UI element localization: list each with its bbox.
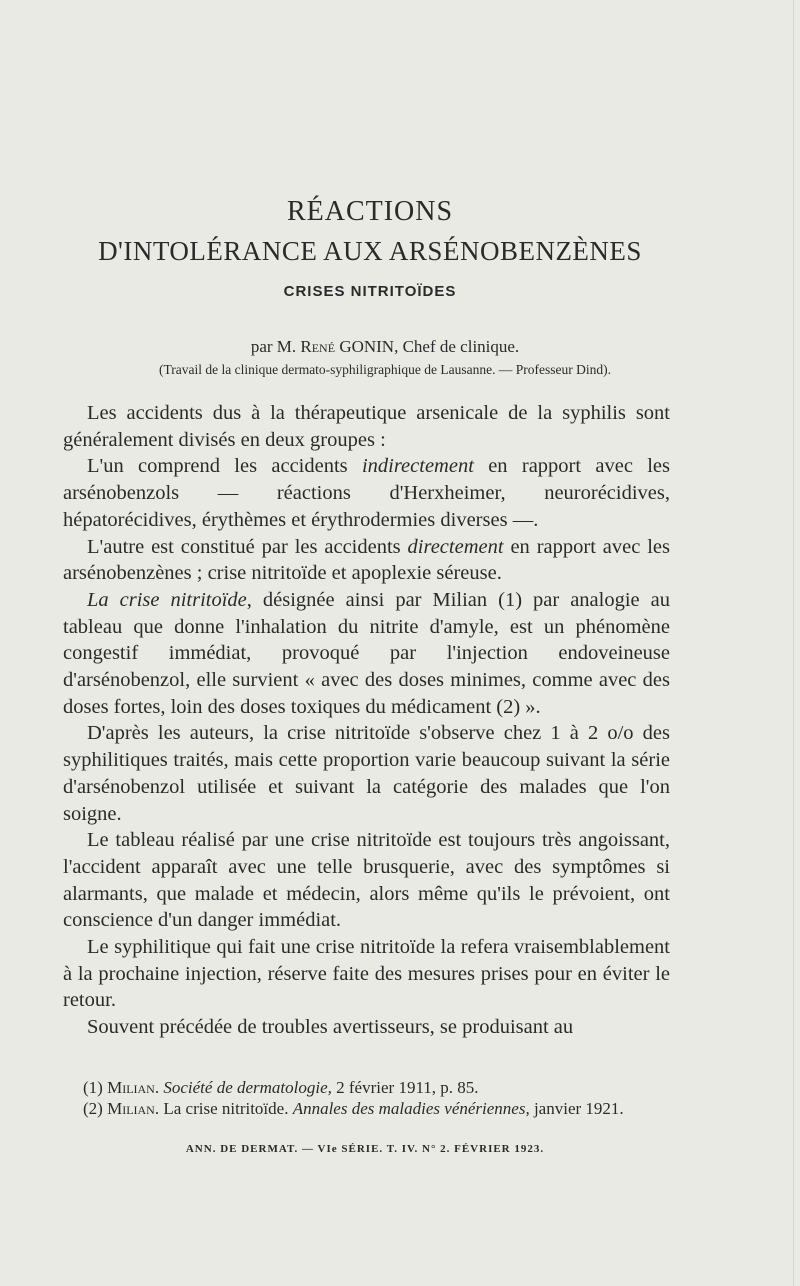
paragraph-4-text: , désignée ainsi par Milian (1) par analogie au tableau que donne l'inhalation du nitrite d'amyle, est un phénomène congestif immédiat, provoqué par l'injection endoveineuse d'arsénobenzol, elle survient « avec des doses minimes, comme avec des doses fortes, loin des doses toxiques du médicament (2) ». (63, 588, 670, 718)
footnotes (63, 1077, 670, 1119)
page-edge-line (793, 0, 794, 1286)
footnote-1-author: Milian (107, 1078, 155, 1097)
footnote-2-author: Milian (107, 1099, 155, 1118)
footnote-2 (63, 1098, 670, 1119)
paragraph-5: D'après les auteurs, la crise nitritoïde s'observe chez 1 à 2 o/o des syphilitiques traités, mais cette proportion varie beaucoup suivant la série d'arsénobenzol utilisée et suivant la catégorie des malades que l'on soigne. (63, 722, 670, 825)
title-line-2: D'INTOLÉRANCE AUX ARSÉNOBENZÈNES (98, 236, 642, 266)
footnote-1-title: Société de dermatologie, (163, 1078, 332, 1097)
paragraph-3 (63, 534, 670, 587)
author-prefix: par M. (250, 337, 297, 356)
footnote-1 (63, 1077, 670, 1098)
affiliation: (Travail de la clinique dermato-syphiligraphique de Lausanne. — Professeur Dind). (158, 362, 611, 377)
paragraph-2-emphasis: indirectement (361, 455, 474, 478)
footnote-1-rest: 2 février 1911, p. 85. (331, 1078, 479, 1097)
paragraph-2 (63, 453, 670, 533)
paragraph-4 (63, 587, 670, 721)
paragraph-7: Le syphilitique qui fait une crise nitritoïde la refera vraisemblablement à la prochaine injection, réserve faite des mesures prises pour en éviter le retour. (63, 936, 670, 1012)
paragraph-2-text-c: en rapport avec les arsénobenzols — réactions d'Herxheimer, neurorécidives, hépatorécidives, érythèmes et érythrodermies diverses —. (63, 455, 670, 531)
footnote-2-rest: janvier 1921. (529, 1099, 624, 1118)
paragraph-8: Souvent précédée de troubles avertisseurs, se produisant au (87, 1016, 574, 1039)
author-first-name: René (300, 337, 336, 356)
footnote-2-number: (2) (83, 1099, 108, 1118)
body-text (63, 400, 670, 1041)
title-line-1: RÉACTIONS (286, 196, 454, 227)
paragraph-6: Le tableau réalisé par une crise nitritoïde est toujours très angoissant, l'accident apparaît avec une telle brusquerie, avec des symptômes si alarmants, que malade et médecin, alors même qu'ils le prévoient, ont conscience d'un danger immédiat. (63, 829, 670, 932)
paragraph-4-emphasis: La crise nitritoïde (87, 588, 247, 611)
paragraph-3-emphasis: directement (407, 535, 504, 558)
footnote-1-sep: . (154, 1078, 164, 1097)
paragraph-3-text-a: L'autre est constitué par les accidents (87, 535, 408, 558)
paragraph-2-text-a: L'un comprend les accidents (87, 455, 362, 478)
subtitle: CRISES NITRITOÏDES (283, 283, 457, 300)
journal-reference: ANN. DE DERMAT. — VIe SÉRIE. T. IV. N° 2. FÉVRIER 1923. (185, 1143, 545, 1155)
footnote-2-text: . La crise nitritoïde. (154, 1099, 293, 1118)
author-rest: GONIN, Chef de clinique. (339, 337, 520, 356)
footnote-2-title: Annales des maladies vénériennes, (292, 1099, 530, 1118)
paragraph-1: Les accidents dus à la thérapeutique arsenicale de la syphilis sont généralement divisés en deux groupes : (63, 402, 670, 451)
author-line (0, 337, 770, 357)
paragraph-3-text-c: en rapport avec les arsénobenzènes ; crise nitritoïde et apoplexie séreuse. (63, 535, 670, 585)
footnote-1-number: (1) (83, 1078, 108, 1097)
